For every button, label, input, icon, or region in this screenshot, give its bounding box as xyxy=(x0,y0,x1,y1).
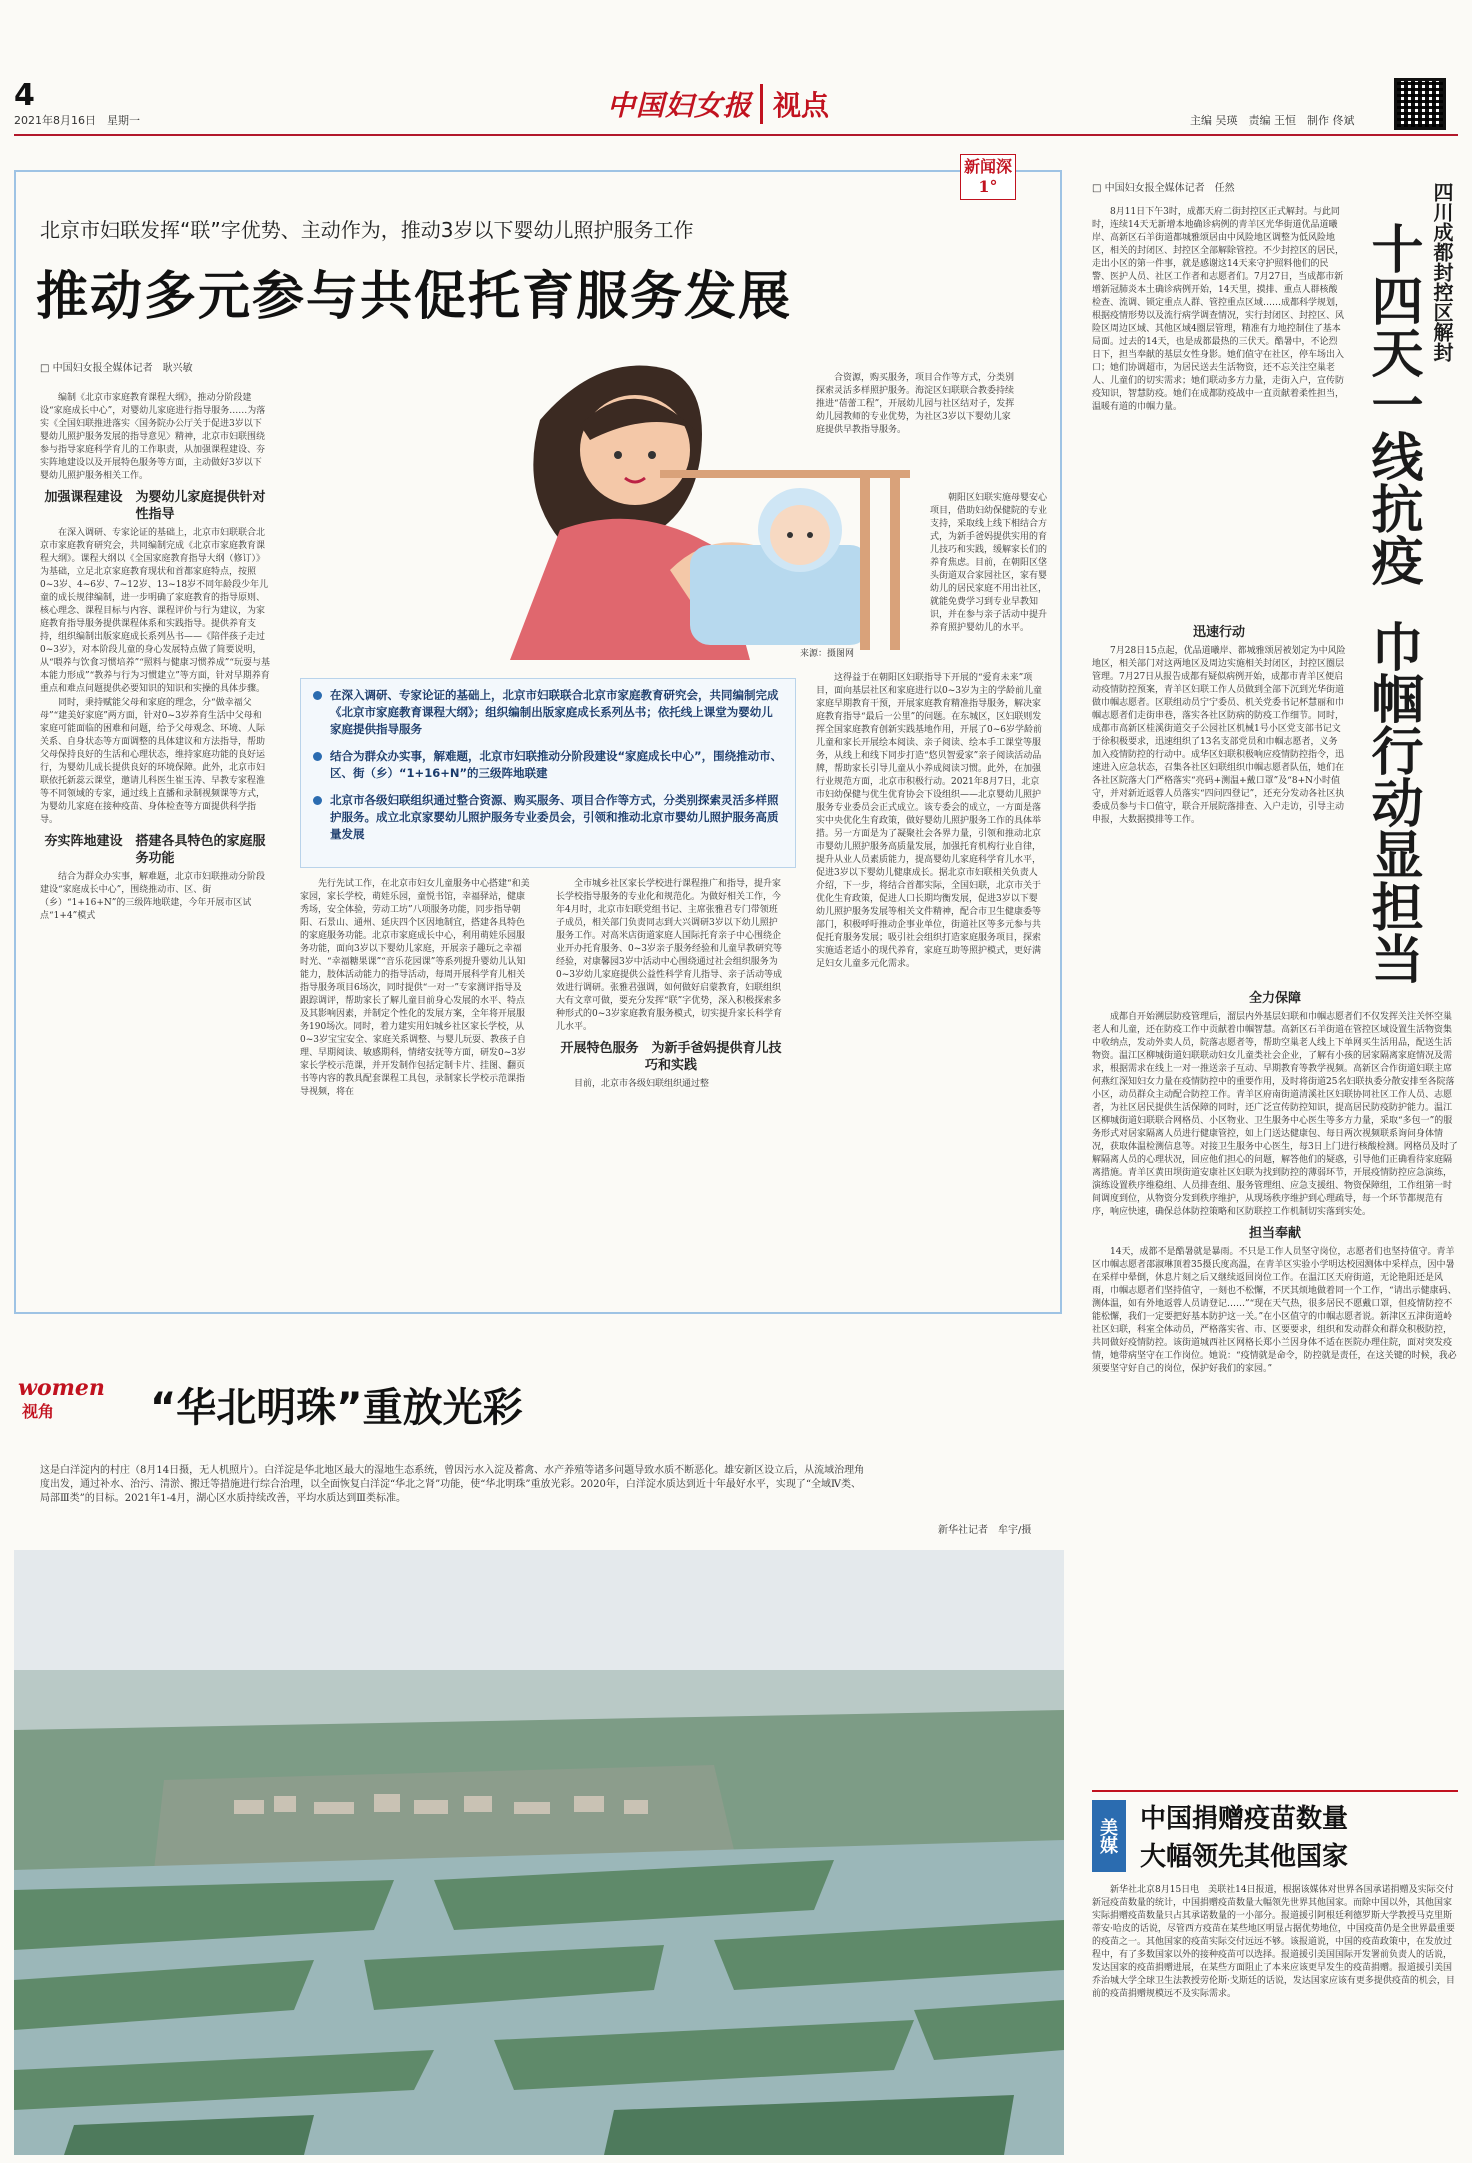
subheading: 夯实阵地建设 搭建各具特色的家庭服务功能 xyxy=(44,834,266,866)
highlight-text: 结合为群众办实事，解难题，北京市妇联推动分阶段建设“家庭成长中心”，围绕推动市、区、街（乡）“1+16+N”的三级阵地联建 xyxy=(330,749,783,780)
highlight-text: 北京市各级妇联组织通过整合资源、购买服务、项目合作等方式，分类别探索灵活多样照护服务。成立北京家婴幼儿照护服务专业委员会，引领和推动北京市婴幼儿照护服务高质量发展 xyxy=(330,793,779,841)
bullet-icon xyxy=(313,796,322,805)
bullet-icon xyxy=(313,752,322,761)
issue-date: 2021年8月16日 星期一 xyxy=(14,114,140,127)
paragraph: 目前，北京市各级妇联组织通过整 xyxy=(574,1079,710,1089)
vaccine-tag: 美媒 xyxy=(1092,1800,1126,1872)
paragraph: 这得益于在朝阳区妇联指导下开展的“爱育未来”项目，面向基层社区和家庭进行以0~3岁为主的学龄前儿童家庭早期教育干预，开展家庭教育精准指导服务，解决家庭教育指导“最后一公里”的问题。在东城区，区妇联则发挥全国家庭教育创新实践基地作用，开展了0~6岁学龄前儿童和家长开展绘本阅读、亲子阅读、绘本手工课堂等服务，从线上和线下同步打造“悠贝智爱家”亲子阅读活动品牌，帮助家长引导儿童从小养成阅读习惯。此外，在加强行业规范方面，北京市积极行动。2021年8月7日，北京市妇幼保健与优生优育协会下设组织——北京婴幼儿照护服务专业委员会正式成立。该专委会的成立，一方面是落实中央优化生育政策，做好婴幼儿照护服务工作的具体举措。另一方面是为了凝聚社会各界力量，引领和推动北京市婴幼儿照护服务高质量发展，加强托育机构行业自律，提升从业人员素质能力，提高婴幼儿家庭科学育儿水平，促进3岁以下婴幼儿健康成长。据北京市妇联相关负责人介绍，下一步，将结合首都实际，全国妇联，北京市关于优化生育政策，促进人口长期均衡发展，促进3岁以下婴幼儿照护服务发展等相关文件精神，配合市卫生健康委等部门，积极呼吁推动企事业单位，街道社区等多元参与共促托育服务发展；吸引社会组织打造家庭服务项目，探索实施适老适小的现代养育，家庭互助等照护模式，更好满足妇女儿童多元化需求。 xyxy=(816,673,1042,969)
logo-english-text: women xyxy=(18,1375,105,1401)
vaccine-title-line-2: 大幅领先其他国家 xyxy=(1140,1842,1349,1872)
paragraph: 14天，成都不是酷暑就是暴雨。不只是工作人员坚守岗位，志愿者们也坚持值守。青羊区巾帼志愿者邵淑琳顶着35摄氏度高温，在青羊区实验小学明达校园测体中采样点，因中暑在采样中晕倒，休息片刻之后又继续返回岗位工作。在温江区天府街道，无论艳阳还是风雨，巾帼志愿者们坚持值守，一刻也不松懈，不厌其烦地做着同一个工作，“请出示健康码、测体温，如有外地返蓉人员请登记……”“现在天气热，很多居民不愿戴口罩，但疫情防控不能松懈，我们一定要把好基本防护这一关。”在小区值守的巾帼志愿者说。新津区五津街道岭社区妇联，科室全体动员，严格落实省、市、区要要求，组织和发动群众和群众积极防控，共同做好疫情防控。该街道城西社区网格长郑小兰因身体不适在医院办理住院，面对突发疫情，她带病坚守在工作岗位。她说：“疫情就是命令，防控就是责任，在这关键的时候，我必须要坚守好自己的岗位，保护好我们的家园。” xyxy=(1092,1247,1457,1374)
header-rule xyxy=(14,134,1458,136)
paragraph: 先行先试工作，在北京市妇女儿童服务中心搭建“和美家园，家长学校，萌娃乐园，童悦书馆，幸福驿站，健康秀场，安全体验，劳动工坊”八项服务功能，同步指导朝阳、石景山、通州、延庆四个区因地制宜，搭建各具特色的家庭服务功能。北京市家庭成长中心，利用萌娃乐园服务功能，面向3岁以下婴幼儿家庭，开展亲子趣玩之幸福时光、“幸福糖果课”“音乐花园课”等系列提升婴幼儿认知能力，肢体活动能力的指导活动，每周开展科学育儿相关指导服务项目6场次，同时提供“一对一”专家测评指导及跟踪调评，帮助家长了解儿童目前身心发展的水平、特点及其影响因素，并制定个性化的发展方案，全年将开展服务190场次。同时，着力建实用妇城乡社区家长学校，从0~3岁宝宝安全、家庭关系调整、与婴儿玩耍、教孩子自理、早期阅读、敏感期科，情绪安抚等方面，研发0~3岁家长学校示范课，并开发制作包括定制卡片、挂图、翻页书等内容的教具配套课程工具包，录制家长学校示范课指导视频，将在 xyxy=(300,879,530,1097)
qr-code-icon[interactable] xyxy=(1394,78,1446,130)
paragraph: 7月28日15点起，优品道曦岸、都城雅颂居被划定为中风险地区，相关部门对这两地区及周边实施相关封闭区，封控区圈层管理。7月27日从报告成都有疑似病例开始，成都市青羊区便启动疫情防控预案，青羊区妇联工作人员做到全部下沉到光华街道做巾帼志愿者。区联组动员宁宁委员、机关党委书记杯慧丽和巾帼志愿者们走街串巷，落实各社区防病的防疫工作细节。同时，成都市高新区桂溪街道交子公园社区机械1号小区党支部书记文于徐积极要求，迅速组织了13名支部党员和巾帼志愿者，义务加入疫情防控的行动中。成华区妇联积极响应疫情防控指令，迅速进入应急状态，召集各社区妇联组织巾帼志愿者队伍，她们在各社区院落大门严格落实“亮码+测温+戴口罩”及“8+N小时值守，并对新近返蓉人员落实“四问四登记”，还充分发动各社区执委成员参与卡口值守，联合开展院落排查、入户走访，引导主动申报，大数据摸排等工作。 xyxy=(1092,646,1346,825)
photo-credit-xinhua: 新华社记者 牟宇/摄 xyxy=(938,1525,1032,1536)
vaccine-body xyxy=(1092,1884,1458,2154)
feature-column-4-top xyxy=(816,372,1016,492)
vaccine-title-line-1: 中国捐赠疫苗数量 xyxy=(1140,1804,1349,1834)
bullet-icon xyxy=(313,691,322,700)
feature-column-4 xyxy=(816,672,1046,1298)
paragraph: 朝阳区妇联实施母婴安心项目，借助妇幼保健院的专业支持，采取线上线下相结合方式，为新手爸妈提供实用的育儿技巧和实践，缓解家长们的养育焦虑。目前，在朝阳区垡头街道双合家园社区，家有婴幼儿的居民家庭不用出社区，就能免费学习到专业早教知识，并在参与亲子活动中提升养育照护婴幼儿的水平。 xyxy=(930,493,1048,633)
highlight-text: 在深入调研、专家论证的基础上，北京市妇联联合北京市家庭教育研究会，共同编制完成《北京市家庭教育课程大纲》；组织编制出版家庭成长系列丛书；依托线上课堂为婴幼儿家庭提供指导服务 xyxy=(330,688,779,736)
page-number: 4 xyxy=(14,78,35,113)
highlight-item xyxy=(313,748,783,782)
subheading: 加强课程建设 为婴幼儿家庭提供针对性指导 xyxy=(44,490,266,522)
feature-column-4-side xyxy=(930,492,1050,668)
highlight-item xyxy=(313,792,783,843)
photo-credit: 来源：摄图网 xyxy=(800,649,855,659)
chengdu-title-line-2: 巾帼行动显担当 xyxy=(1362,620,1422,984)
paragraph: 编制《北京市家庭教育课程大纲》，推动分阶段建设“家庭成长中心”，对婴幼儿家庭进行指导服务……为落实《全国妇联推进落实〈国务院办公厅关于促进3岁以下婴幼儿照护服务发展的指导意见〉精神，北京市妇联围绕参与指导家庭科学育儿的工作职责，从加强课程建设、夯实阵地建设以及开展特色服务等方面，主动做好3岁以下婴幼儿照护服务相关工作。 xyxy=(40,393,266,481)
paragraph: 结合为群众办实事，解难题，北京市妇联推动分阶段建设“家庭成长中心”，围绕推动市、区、街（乡）“1+16+N”的三级阵地联建，今年开展市区试点“1+4”模式 xyxy=(40,872,266,921)
feature-tag: 新闻深1° xyxy=(960,154,1016,200)
chengdu-column-mid xyxy=(1092,618,1346,980)
women-perspective-logo xyxy=(18,1376,108,1428)
photo-caption: 这是白洋淀内的村庄（8月14日摄，无人机照片）。白洋淀是华北地区最大的湿地生态系统，曾因污水入淀及蓄禽、水产养殖等诸多问题导致水质不断恶化。雄安新区设立后，从流域治理角度出发，通过补水、治污、清淤、搬迁等措施进行综合治理，以全面恢复白洋淀“华北之肾”功能，使“华北明珠”重放光彩。2020年，白洋淀水质达到近十年最好水平，实现了“全域Ⅳ类、局部Ⅲ类”的目标。2021年1-4月，湖心区水质持续改善，平均水质达到Ⅲ类标准。 xyxy=(40,1465,865,1504)
feature-column-1 xyxy=(40,392,270,1297)
section-label: 视点 xyxy=(760,84,829,124)
feature-column-2 xyxy=(300,878,530,1298)
chengdu-kicker: 四川成都封控区解封 xyxy=(1430,182,1454,362)
chengdu-column-top xyxy=(1092,206,1346,618)
feature-subtitle: 北京市妇联发挥“联”字优势、主动作为，推动3岁以下婴幼儿照护服务工作 xyxy=(40,218,694,242)
paragraph: 合资源，购买服务，项目合作等方式，分类别探索灵活多样照护服务。海淀区妇联联合教委持续推进“蓓蕾工程”，开展幼儿园与社区结对子，发挥幼儿园教师的专业优势，为社区3岁以下婴幼儿家庭提供早教指导服务。 xyxy=(816,373,1015,435)
photo-title: “华北明珠”重放光彩 xyxy=(150,1385,523,1431)
paragraph: 全市城乡社区家长学校进行课程推广和指导，提升家长学校指导服务的专业化和规范化。为做好相关工作，今年4月时，北京市妇联党组书记、主席张雅君专门带领班子成员，相关部门负责同志到大兴调研3岁以下幼儿照护服务工作。对高米店街道家庭人国际托育亲子中心围绕企业开办托育服务、0~3岁亲子服务经验和儿童早教研究等经验，对康馨园3岁中活动中心围绕通过社会组织服务为0~3岁幼儿家庭提供公益性科学育儿指导、亲子活动等成效进行调研。张雅君强调，如何做好启蒙教育，妇联组织大有文章可做，要充分发挥“联”字优势，深入积极探索多种形式的0~3岁家庭教育服务模式，切实提升家长科学育儿水平。 xyxy=(556,879,782,1032)
paragraph: 新华社北京8月15日电 美联社14日报道，根据该媒体对世界各国承诺捐赠及实际交付新冠疫苗数量的统计，中国捐赠疫苗数量大幅领先世界其他国家。而除中国以外，其他国家实际捐赠疫苗数量只占其承诺数量的一小部分。报道援引阿根廷利德罗斯大学教授马克里斯蒂安·哈皮的话说，尽管西方疫苗在某些地区明显占据优势地位，中国疫苗仍是全世界最重要的疫苗之一。其他国家的疫苗实际交付远远不够。该报道说，中国的疫苗政策中，在发放过程中，有了多数国家以外的接种疫苗可以选择。报道援引美国国际开发署前负责人的话说，发达国家的疫苗捐赠进展，在某些方面阻止了本来应该更早发生的疫苗捐赠。报道援引美国乔治城大学全球卫生法教授劳伦斯·戈斯廷的话说，发达国家应该有更多提供疫苗的机会，目前的疫苗捐赠规模远不及实际需求。 xyxy=(1092,1885,1455,1999)
feature-title: 推动多元参与共促托育服务发展 xyxy=(36,267,793,327)
highlight-item xyxy=(313,687,783,738)
feature-byline: □ 中国妇女报全媒体记者 耿兴敏 xyxy=(40,363,193,374)
paragraph: 成都自开始溯层防疫管理后，溜层内外基层妇联和巾帼志愿者们不仅发挥关注关怀空巢老人和儿童，还在防疫工作中贡献着巾帼智慧。高新区石羊街道在管控区域设置生活物资集中收纳点，发动外卖人员，院落志愿者等，帮助空巢老人线上下单网买生活用品，配送生活物资。温江区柳城街道妇联联动妇女儿童类社会企业，了解有小孩的居家隔离家庭情况及需求，根据需求在线上一对一推送亲子互动、早期教育等教学视频。高新区合作街道妇联主席何燕红深知妇女力量在疫情防控中的重要作用，及时将街道25名妇联执委分散安排至各院落小区，动员群众主动配合防控工作。青羊区府南街道清溪社区妇联协同社区工作人员、志愿者，为社区居民提供生活保障的同时，还广泛宣传防控知识，提高居民防疫防护能力。温江区柳城街道妇联联合网格员、小区物业、卫生服务中心医生等多方力量，采取“多包一”的服务形式对居家隔离人员进行健康管控，如上门送达健康包、每日两次视频联系询问身体情况，获取体温检测信息等。对接卫生服务中心医生，每3日上门进行核酸检测。网格员及时了解隔离人员的心理状况，回应他们担心的问题，解答他们的疑惑，引导他们正确看待家庭隔离措施。青羊区黄田坝街道安康社区妇联为找到防控的薄弱环节，开展疫情防控应急演练，演练设置秩序维稳组、人员排查组、服务管理组、应急支援组、物资保障组，工作组第一时间调度到位，从物资分发到秩序维护，从现场秩序维护到心理疏导，每一个环节都规范有序，响应快速，确保总体防控策略和区防联控工作机制切实落到实处。 xyxy=(1092,1012,1458,1217)
baiyangdian-aerial-photo xyxy=(14,1550,1064,2155)
feature-column-3 xyxy=(556,878,786,1298)
vaccine-rule xyxy=(1092,1790,1458,1792)
subheading: 开展特色服务 为新手爸妈提供育儿技巧和实践 xyxy=(560,1041,782,1073)
logo-chinese-text: 视角 xyxy=(22,1402,55,1421)
subheading: 全力保障 xyxy=(1248,991,1301,1006)
chengdu-column-bottom xyxy=(1092,984,1458,1724)
subheading: 迅速行动 xyxy=(1192,625,1245,640)
highlights-panel xyxy=(300,678,796,868)
editors-credit: 主编 吴瑛 责编 王恒 制作 佟斌 xyxy=(1190,114,1355,127)
subheading: 担当奉献 xyxy=(1248,1226,1301,1241)
paragraph: 8月11日下午3时，成都天府二街封控区正式解封。与此同时，连续14天无新增本地确诊病例的青羊区光华街道优品道曦岸、高新区石羊街道都城雅颂居由中风险地区调整为低风险地区，相关的封闭区、封控区全部解除管控。不少封控区的居民，走出小区的第一件事，就是感谢这14天来守护照料他们的民警、医护人员、社区工作者和志愿者们。7月27日，当成都市新增新冠肺炎本土确诊病例开始，14天里，摸排、重点人群核酸检查、流调、锁定重点人群、管控重点区域……成都科学规划，根据疫情形势以及流行病学调查情况，实行封闭区、封控区、风险区周边区域、其他区域4圈层管理，精准有力地控制住了基本局面。过去的14天，也是成都最热的三伏天。酷暑中，不论烈日下，担当奉献的基层女性身影。她们值守在社区，停车场出入口；她们协调超市，为居民送去生活物资，还不忘关注空巢老人、儿童们的切实需求；她们联动多方力量，走街入户，宣传防疫知识，智慧防疫。她们在成都防疫战中一直贡献着柔性担当，温暖有道的巾帼力量。 xyxy=(1092,207,1345,412)
chengdu-title-line-1: 十四天一线抗疫 xyxy=(1362,222,1422,586)
paragraph: 同时，秉持赋能父母和家庭的理念，分“做幸福父母”“建美好家庭”两方面，针对0~3岁养育生活中父母和家庭可能面临的困难和问题，给予父母观念、环境、人际关系、自身状态等方面调整的具体建议和方法指导，帮助父母保持良好的生活和心理状态，维持家庭功能的良好运行，为婴幼儿成长提供良好的环境保障。此外，北京市妇联依托新蕊云课堂，邀请儿科医生崔玉涛、早教专家程淮等不同领域的专家，通过线上直播和录制视频课等方式，为婴幼儿家庭在接种疫苗、身体检查等方面提供科学指导。 xyxy=(40,698,266,825)
chengdu-byline: □ 中国妇女报全媒体记者 任然 xyxy=(1092,183,1235,194)
masthead-logo: 中国妇女报 xyxy=(607,89,753,122)
paragraph: 在深入调研、专家论证的基础上，北京市妇联联合北京市家庭教育研究会，共同编制完成《北京市家庭教育课程大纲》。课程大纲以《全国家庭教育指导大纲（修订）》为基础，立足北京家庭教育现状和首都家庭特点，按照0~3岁、4~6岁、7~12岁、13~18岁不同年龄段少年儿童的成长规律编制，进一步明确了家庭教育的指导原则、核心理念、课程目标与内容、课程评价与行为建议，为家庭教育指导服务提供课程体系和实践指导。提供养育支持，组织编制出版家庭成长系列丛书——《陪伴孩子走过0~3岁》，对本阶段儿童的身心发展特点做了简要说明，从“喂养与饮食习惯培养”“照料与健康习惯养成”“玩耍与基本能力形成”“教养与行为习惯建立”等方面，针对早期养育重点和难点问题提供必要知识的知识和实操的具体步骤。 xyxy=(40,528,270,694)
